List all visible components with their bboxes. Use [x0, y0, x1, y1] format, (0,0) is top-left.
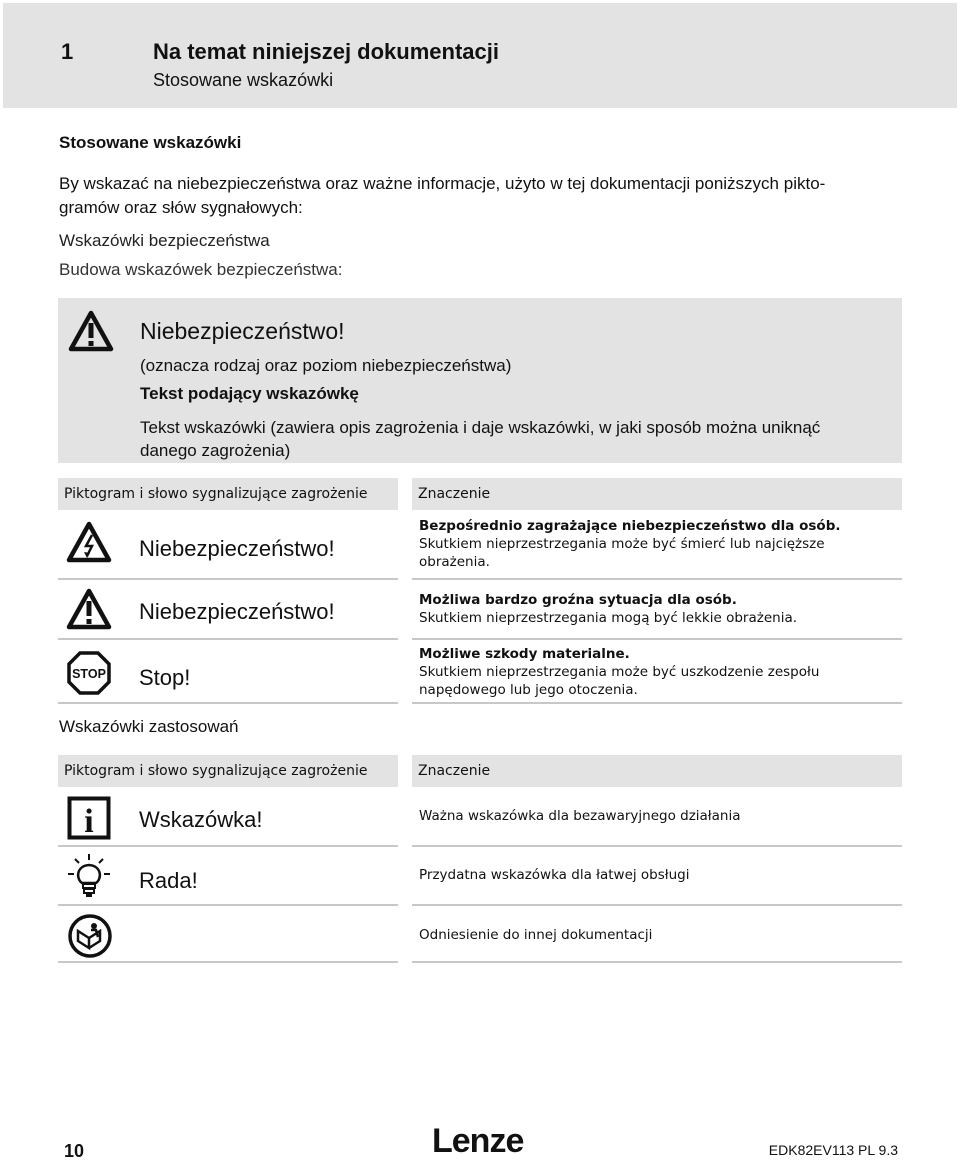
table-header-pictogram: Piktogram i słowo sygnalizujące zagrożenie — [58, 478, 398, 510]
meaning-bold: Bezpośrednio zagrażające niebezpieczeństwo dla osób. — [419, 518, 841, 534]
row-divider — [412, 578, 902, 580]
warning-title: Niebezpieczeństwo! — [140, 318, 345, 344]
row-divider — [58, 904, 398, 906]
meaning-detail: Skutkiem nieprzestrzegania mogą być lekkie obrażenia. — [419, 610, 798, 626]
table-header-pictogram: Piktogram i słowo sygnalizujące zagrożenie — [58, 755, 398, 787]
row-divider — [58, 702, 398, 704]
pictogram-label: Stop! — [139, 665, 191, 690]
row-divider — [58, 578, 398, 580]
page-number: 10 — [64, 1141, 85, 1161]
pictogram-label: Rada! — [139, 868, 198, 893]
warning-box — [58, 298, 902, 463]
chapter-header — [3, 3, 957, 108]
document-id: EDK82EV113 PL 9.3 — [768, 1142, 898, 1158]
warning-body-text: Tekst wskazówki (zawiera opis zagrożenia i daje wskazówki, w jaki sposób można uniknąć danego zagrożenia) — [140, 418, 821, 460]
reference-book-icon — [67, 913, 113, 959]
stop-sign-text: STOP — [72, 667, 106, 681]
row-divider — [412, 702, 902, 704]
pictogram-label: Niebezpieczeństwo! — [139, 599, 335, 624]
pictogram-label: Wskazówka! — [139, 807, 263, 832]
meaning-bold: Możliwe szkody materialne. — [419, 646, 630, 662]
warning-heading-text: Tekst podający wskazówkę — [140, 384, 359, 403]
row-divider — [58, 845, 398, 847]
meaning-text — [419, 645, 889, 699]
info-icon-text: i — [84, 803, 94, 840]
warning-type-text: (oznacza rodzaj oraz poziom niebezpieczeństwa) — [140, 356, 512, 375]
meaning-text — [419, 517, 889, 571]
chapter-title: Na temat niniejszej dokumentacji — [153, 39, 499, 64]
row-divider — [412, 638, 902, 640]
meaning-text — [419, 591, 889, 627]
intro-paragraph-line1: By wskazać na niebezpieczeństwa oraz ważne informacje, użyto w tej dokumentacji poniższych pikto- — [59, 174, 826, 193]
meaning-detail: Skutkiem nieprzestrzegania może być uszkodzenie zespołu napędowego lub jego otoczenia. — [419, 664, 820, 698]
meaning-text: Ważna wskazówka dla bezawaryjnego działania — [419, 808, 741, 824]
intro-paragraph-line2: gramów oraz słów sygnałowych: — [59, 198, 303, 217]
electric-hazard-icon — [66, 521, 112, 563]
table-header-meaning: Znaczenie — [412, 478, 902, 510]
row-divider — [58, 638, 398, 640]
stop-sign-icon — [66, 650, 112, 696]
chapter-subtitle: Stosowane wskazówki — [153, 70, 334, 90]
chapter-number: 1 — [61, 39, 74, 64]
table-header-meaning: Znaczenie — [412, 755, 902, 787]
row-divider — [412, 845, 902, 847]
meaning-detail: Skutkiem nieprzestrzegania może być śmierć lub najcięższe obrażenia. — [419, 536, 825, 570]
warning-triangle-icon — [66, 588, 112, 630]
safety-structure-label: Budowa wskazówek bezpieczeństwa: — [59, 260, 343, 279]
row-divider — [412, 904, 902, 906]
row-divider — [58, 961, 398, 963]
meaning-text: Przydatna wskazówka dla łatwej obsługi — [419, 867, 690, 883]
safety-heading: Wskazówki bezpieczeństwa — [59, 231, 270, 250]
meaning-text: Odniesienie do innej dokumentacji — [419, 927, 653, 943]
lenze-logo: Lenze — [432, 1122, 524, 1160]
info-icon — [67, 796, 111, 840]
application-heading: Wskazówki zastosowań — [59, 717, 239, 736]
section-heading: Stosowane wskazówki — [59, 133, 242, 152]
meaning-bold: Możliwa bardzo groźna sytuacja dla osób. — [419, 592, 737, 608]
row-divider — [412, 961, 902, 963]
pictogram-label: Niebezpieczeństwo! — [139, 536, 335, 561]
warning-triangle-icon — [68, 310, 114, 352]
lightbulb-icon — [66, 853, 112, 899]
